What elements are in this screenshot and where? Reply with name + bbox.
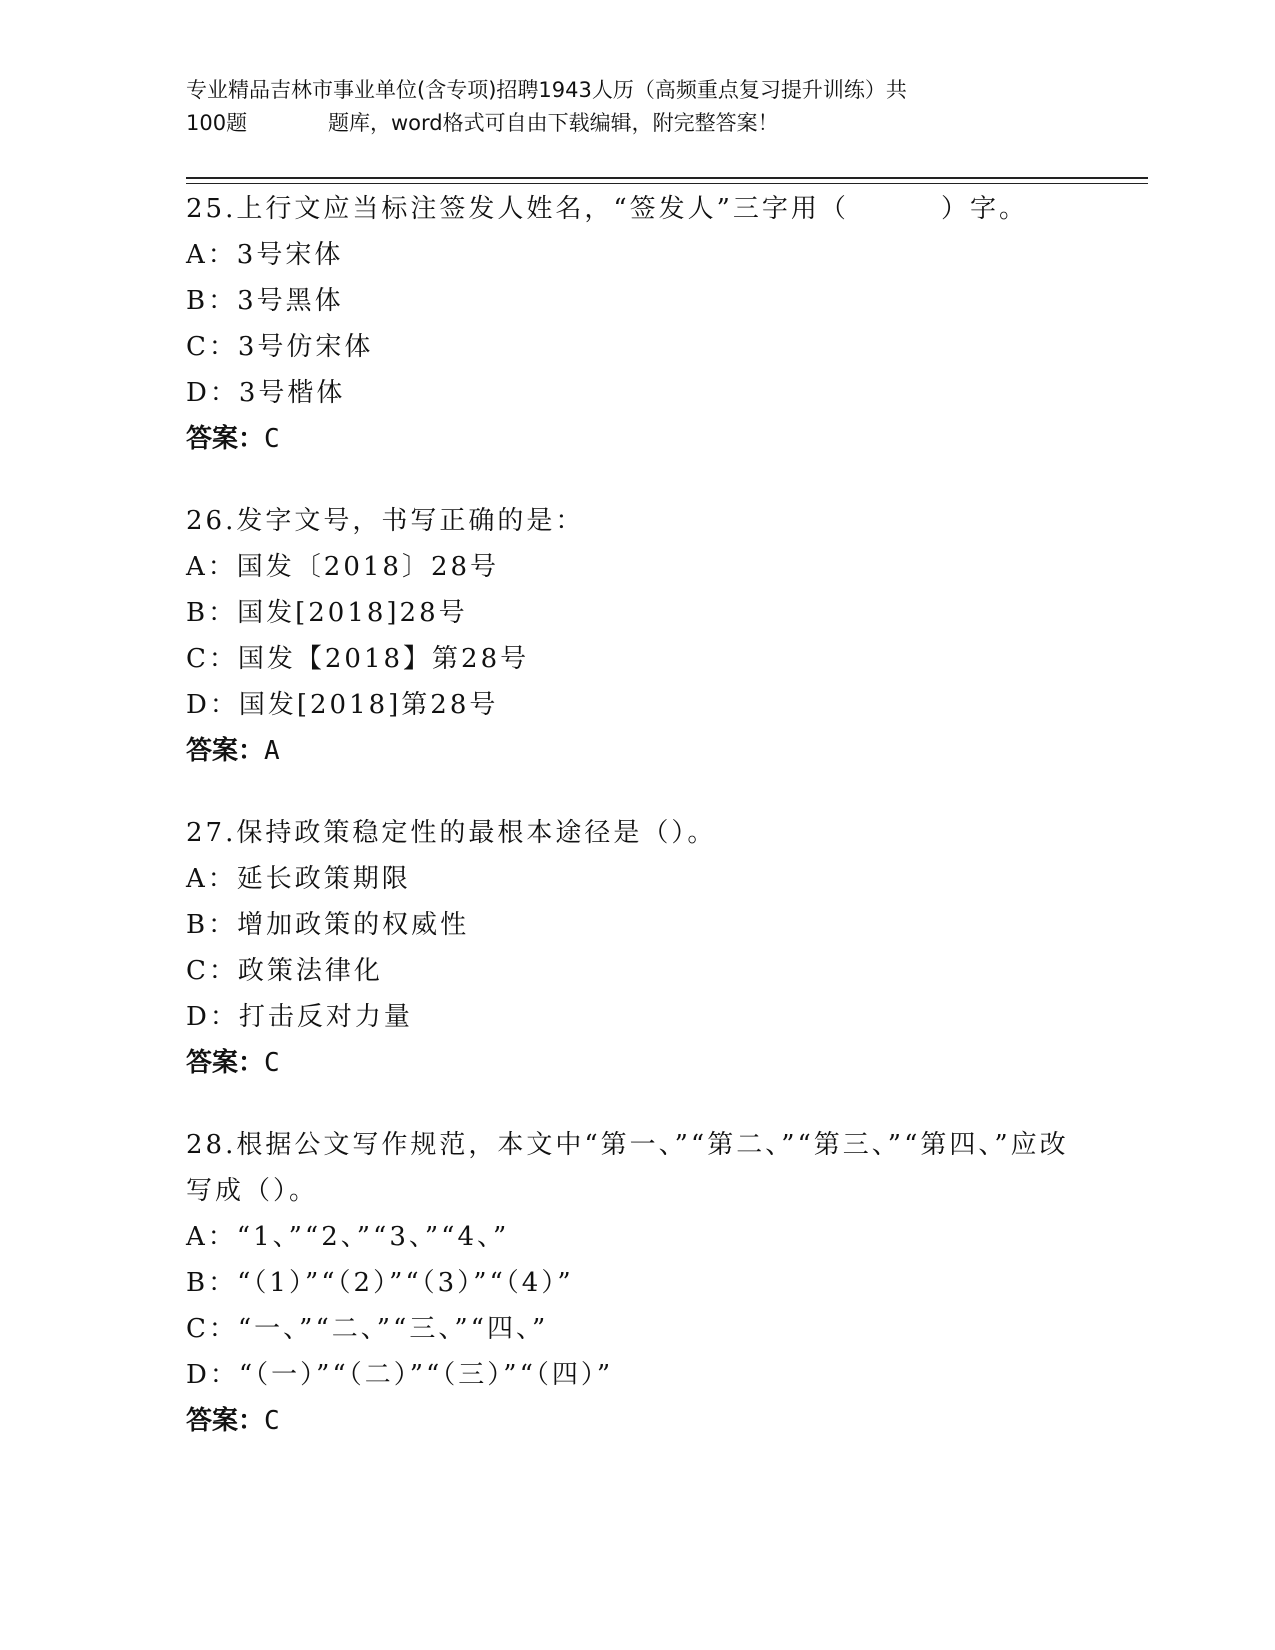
header-title-line1: 专业精品吉林市事业单位(含专项)招聘1943人历（高频重点复习提升训练）共 bbox=[186, 78, 907, 102]
question-stem-tail: ）字。 bbox=[940, 194, 1028, 224]
option-c: C：国发【2018】第28号 bbox=[186, 644, 530, 674]
answer-label: 答案： bbox=[186, 1048, 265, 1078]
answer-value: C bbox=[264, 1406, 280, 1436]
document-header bbox=[186, 74, 1086, 140]
question-26 bbox=[186, 498, 1086, 774]
header-divider-thin bbox=[186, 183, 1148, 184]
option-a: A：延长政策期限 bbox=[186, 864, 411, 894]
option-a: A：国发〔2018〕28号 bbox=[186, 552, 500, 582]
option-d: D：“（一）”“（二）”“（三）”“（四）” bbox=[186, 1360, 614, 1390]
header-divider-thick bbox=[186, 177, 1148, 179]
option-b: B：3号黑体 bbox=[186, 286, 344, 316]
answer-label: 答案： bbox=[186, 424, 265, 454]
answer-value: A bbox=[264, 736, 280, 766]
answer-value: C bbox=[264, 424, 280, 454]
option-b: B：国发[2018]28号 bbox=[186, 598, 468, 628]
question-stem-text: 25.上行文应当标注签发人姓名，“签发人”三字用（ bbox=[186, 194, 849, 224]
question-stem: 28.根据公文写作规范，本文中“第一、”“第二、”“第三、”“第四、”应改写成（）。 bbox=[186, 1130, 1069, 1206]
option-c: C：3号仿宋体 bbox=[186, 332, 374, 362]
question-stem: 26.发字文号，书写正确的是： bbox=[186, 506, 585, 536]
answer-line bbox=[186, 416, 1086, 462]
option-d: D：打击反对力量 bbox=[186, 1002, 413, 1032]
question-list bbox=[186, 186, 1086, 1480]
option-c: C：“一、”“二、”“三、”“四、” bbox=[186, 1314, 549, 1344]
header-question-count: 100题 bbox=[186, 111, 248, 135]
question-25 bbox=[186, 186, 1086, 462]
question-27 bbox=[186, 810, 1086, 1086]
option-d: D：国发[2018]第28号 bbox=[186, 690, 499, 720]
answer-label: 答案： bbox=[186, 1406, 265, 1436]
answer-label: 答案： bbox=[186, 736, 265, 766]
answer-value: C bbox=[264, 1048, 280, 1078]
option-b: B：增加政策的权威性 bbox=[186, 910, 470, 940]
answer-line bbox=[186, 1398, 1086, 1444]
header-description: 题库，word格式可自由下载编辑，附完整答案！ bbox=[328, 111, 779, 135]
answer-line bbox=[186, 1040, 1086, 1086]
option-d: D：3号楷体 bbox=[186, 378, 346, 408]
answer-line bbox=[186, 728, 1086, 774]
option-c: C：政策法律化 bbox=[186, 956, 383, 986]
question-stem bbox=[186, 186, 1086, 232]
header-title-line2 bbox=[186, 107, 1086, 140]
option-a: A：“1、”“2、”“3、”“4、” bbox=[186, 1222, 510, 1252]
option-a: A：3号宋体 bbox=[186, 240, 344, 270]
question-stem: 27.保持政策稳定性的最根本途径是（）。 bbox=[186, 818, 717, 848]
option-b: B：“（1）”“（2）”“（3）”“（4）” bbox=[186, 1268, 574, 1298]
question-28 bbox=[186, 1122, 1086, 1444]
